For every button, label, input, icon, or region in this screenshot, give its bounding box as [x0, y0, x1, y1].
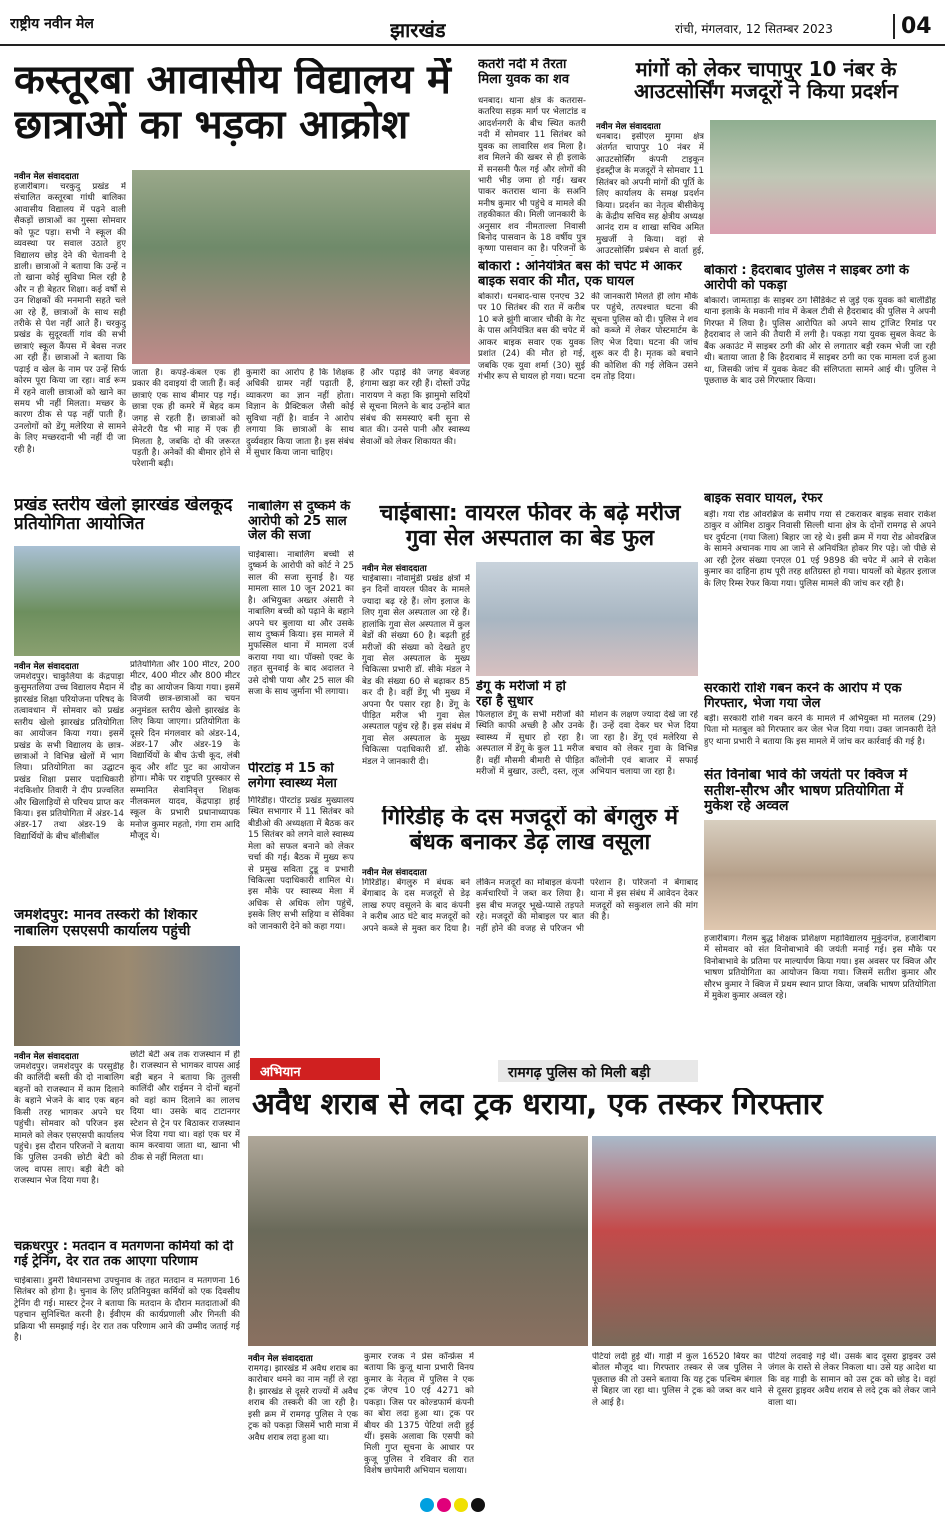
page-number: 04 [893, 14, 932, 39]
seized-truck-photo [592, 1136, 936, 1346]
masthead [0, 0, 945, 46]
a8-body: जमशेदपुर। चाकुलिया के केंद्रपाड़ा कुसुमतलिया उच्च विद्यालय मैदान में झारखंड शिक्षा परियोजना परिषद के तत्वावधान में सोमवार को प्रखंड स्तरीय खेलो झारखंड प्रतियोगिता का आयोजन किया गया। इसमें प्रखंड के सभी विद्यालय के छात्र-छात्राओं ने विभिन्न खेलों में भाग लिया। प्रतियोगिता का उद्घाटन प्रखंड शिक्षा प्रसार पदाधिकारी नंदकिशोर तिवारी ने दीप प्रज्वलित और खिलाड़ियों से परिचय प्राप्त कर किया। इस प्रतियोगिता में अंडर-14 अंडर-17 तथा अंडर-19 के विद्यार्थियों के बीच बॉलीबॉल [14, 672, 124, 842]
a12-headline: पीरटांड़ में 15 को लगेगा स्वास्थ्य मेला [248, 762, 337, 791]
a16-col4: पेटियां लदवाई गई थीं। उसके बाद दूसरा ड्राइवर उसे जंगल के रास्ते से लेकर निकला था। उसे यह आदेश था कि वह गाड़ी के सामान को उस ट्रक को छोड़ दे। वहां से दूसरा ड्राइवर अवैध शराब से लदे ट्रक को लेकर जाने वाला था। [768, 1352, 936, 1408]
a7-body: बड़ी। सरकारी राशि गबन करने के मामले में अभियुक्त मो मतलब (29) पिता मो मतबुल को गिरफ्तार कर जेल भेज दिया गया। उक्त जानकारी देते हुए थाना प्रभारी ने बताया कि इस मामले में जांच कर कार्रवाई की गई है। [704, 714, 936, 747]
family-photo [14, 946, 240, 1046]
a1-byline: नवीन मेल संवाददाता [14, 172, 79, 182]
a1-col3: कुमारी का आरोप है कि शिक्षक अधिकी ग्रामर नहीं पढ़ाती हैं, व्याकरण का ज्ञान नहीं होता। विज्ञान के प्रैक्टिकल जैसी कोई सुविधा नहीं है। वार्डन ने आरोप लगाया कि छात्राओं के साथ दुर्व्यवहार किया जाता है। इस संबंध में सुधार किया जाना चाहिए। [246, 368, 354, 458]
a6-headline: बाइक सवार घायल, रेफर [704, 492, 823, 506]
a9-body: चाईबासा। नाबालिग बच्ची से दुष्कर्म के आरोपी को कोर्ट ने 25 साल की सजा सुनाई है। यह मामला साल 10 जून 2021 का है। अभियुक्त अख्तर अंसारी ने नाबालिग बच्ची को पढ़ाने के बहाने अपने घर बुलाया था और उसके साथ दुष्कर्म किया। इस मामले में मुफस्सिल थाना में मामला दर्ज कराया गया था। पॉक्सो एक्ट के तहत सुनवाई के बाद अदालत ने उसे दोषी पाया और 25 साल की सजा के साथ जुर्माना भी लगाया। [248, 550, 354, 698]
a4-body: बोकारो। धनबाद-चास एनएच 32 पर 10 सितंबर की रात में करीब 10 बजे झुंगी बाजार चौकी के गेट के पास अनियंत्रित बस की चपेट में आकर बाइक सवार एक युवक प्रशांत (24) की मौत हो गई, जबकि एक युवा शर्मा (30) सुई गंभीर रूप से घायल हो गया। घटना की जानकारी मिलते ही लोग मौके पर पहुंचे, तत्पश्चात घटना की सूचना पुलिस को दी। पुलिस ने शव को कब्जे में लेकर पोस्टमार्टम के लिए भेज दिया। घटना की जांच शुरू कर दी है। मृतक को बचाने की कोशिश की गई लेकिन उसने दम तोड़ दिया। [478, 292, 698, 382]
color-registration-marks [420, 1498, 540, 1514]
a16-headline: अवैध शराब से लदा ट्रक धराया, एक तस्कर गिरफ्तार [252, 1088, 823, 1122]
a15-headline: चक्रधरपुर : मतदान व मतगणना कर्मियों को दी गई ट्रेनिंग, देर रात तक आएगा परिणाम [14, 1240, 234, 1269]
section-title: झारखंड [390, 18, 446, 42]
a13-headline: गिरिडीह के दस मजदूरों को बेंगलुरु में बंधक बनाकर डेढ़ लाख वसूला [382, 806, 678, 855]
a16-body: रामगढ़। झारखंड में अवैध शराब का कारोबार थमने का नाम नहीं ले रहा है। झारखंड से दूसरे राज्यों में अवैध शराब की तस्करी की जा रही है। इसी क्रम में रामगढ़ पुलिस ने एक ट्रक को पकड़ा जिसमें भारी मात्रा में अवैध शराब लदा हुआ था। [248, 1364, 358, 1443]
a10-byline: नवीन मेल संवाददाता [362, 564, 427, 574]
workers-protest-photo [710, 120, 936, 234]
a3-body: धनबाद। इसीएल मुगमा क्षेत्र अंतर्गत चापापुर 10 नंबर में आउटसोर्सिंग कंपनी टाइकून इंडस्ट्रीज के मजदूरों ने सोमवार 11 सितंबर को अपनी मांगों की पूर्ति के लिए कार्यालय के समक्ष प्रदर्शन किया। प्रदर्शन का नेतृत्व बीसीकेयू के केंद्रीय सचिव सह क्षेत्रीय अध्यक्ष आनंद राम व शाखा सचिव अमित मुखर्जी ने किया। वहां से आउटसोर्सिंग प्रबंधन से वार्ता हुई, [596, 132, 704, 256]
hospital-ward-photo [476, 562, 698, 676]
students-protest-photo [132, 170, 470, 364]
a17-body: हजारीबाग। गैलम बुद्ध शिक्षक प्रशिक्षण महाविद्यालय मुकुंदगंज, हजारीबाग में सोमवार को संत विनोबाभावे की जयंती मनाई गई। इस मौके पर विनोबाभावे के प्रतिमा पर माल्यार्पण किया गया। इस अवसर पर क्विज और भाषण प्रतियोगिता का आयोजन किया गया। जिसमें सतीश कुमार और सौरभ कुमार ने क्विज में प्रथम स्थान प्राप्त किया, जबकि भाषण प्रतियोगिता में मुकेश कुमार अव्वल रहे। [704, 934, 936, 1002]
sports-event-photo [14, 546, 240, 656]
students-award-photo [704, 820, 936, 930]
a3-headline: मांगों को लेकर चापापुर 10 नंबर के आउटसोर्सिंग मजदूरों ने किया प्रदर्शन [634, 58, 898, 104]
a9-headline: नाबालिग से दुष्कर्म के आरोपी को 25 साल जेल की सजा [248, 500, 351, 544]
a12-body: गिरिडीह। पीरटांड़ प्रखंड मुख्यालय स्थित सभागार में 11 सितंबर को बीडीओ की अध्यक्षता में बैठक कर 15 सितंबर को लगने वाले स्वास्थ्य मेला को सफल बनाने को लेकर चर्चा की गई। बैठक में मुख्य रूप से प्रमुख सविता टुडू व प्रभारी चिकित्सा पदाधिकारी शामिल थे। इस मौके पर स्वास्थ्य मेला में अधिक से अधिक लोग पहुंचें, इसके लिए सभी सहिया व सेविका को जानकारी देने को कहा गया। [248, 796, 354, 932]
police-press-photo [248, 1136, 588, 1346]
a8-headline: प्रखंड स्तरीय खेलो झारखंड खेलकूद प्रतियोगिता आयोजित [14, 496, 233, 535]
a11-body: फिलहाल डेंगू के सभी मरीजों की स्थिति काफी अच्छी है और उनके स्वास्थ्य में सुधार हो रहा है। अस्पताल में डेंगू के कुल 11 मरीज हैं। वहीं मौसमी बीमारी से पीड़ित मरीजों में बुखार, उल्टी, दस्त, लूज मोशन के लक्षण ज्यादा देखे जा रहे हैं। उन्हें दवा देकर घर भेज दिया जा रहा है। डेंगू एवं मलेरिया से बचाव को लेकर गुवा के विभिन्न कॉलोनी एवं बाजार में सफाई अभियान चलाया जा रहा है। [476, 710, 698, 778]
a10-body: चाईबासा। नोवामुंडी प्रखंड क्षेत्रों में इन दिनों वायरल फीवर के मामले ज्यादा बढ़ रहे हैं। लोग इलाज के लिए गुवा सेल अस्पताल आ रहे हैं। हालांकि गुवा सेल अस्पताल में कुल बेडों की संख्या 60 है। बढ़ती हुई मरीजों की संख्या को देखते हुए गुवा सेल अस्पताल के मुख्य चिकित्सा प्रभारी डॉ. सीके मंडल ने बेड की संख्या 60 से बढ़ाकर 85 कर दी है। वहीं डेंगू भी मुख्य में अपना पैर पसार रहा है। डेंगू के पीड़ित मरीज भी गुवा सेल अस्पताल पहुंच रहे हैं। इस संबंध में गुवा सेल अस्पताल के मुख्य चिकित्सा पदाधिकारी डॉ. सीके मंडल ने जानकारी दी। [362, 574, 470, 767]
a5-body: बोकारो। जामताड़ा के साइबर ठग सिंडिकेट से जुड़े एक युवक को बालीडीह थाना इलाके के मकानी गांव में केबल टीवी से हैदराबाद की पुलिस ने अपनी गिरफ्त में लिया है। पुलिस आरोपित को अपने साथ ट्रांजिट रिमांड पर हैदराबाद ले जाने की तैयारी में लगी है। पकड़ा गया युवक सुबल केवट के बैंक अकाउंट में साइबर ठगी की ओर से लगातार बड़ी रकम भेजी जा रही थी। बताया जाता है कि हैदराबाद में साइबर ठगी का एक मामला दर्ज हुआ था, जिसकी जांच में युवक केवट की संलिप्तता सामने आई थी। पुलिस ने पूछताछ के बाद उसे गिरफ्तार किया। [704, 296, 936, 386]
a3-byline: नवीन मेल संवाददाता [596, 122, 661, 132]
a15-body: चाईबासा। डुमरी विधानसभा उपचुनाव के तहत मतदान व मतगणना 16 सितंबर को होगा है। चुनाव के लिए प्रतिनियुक्त कर्मियों को एक दिवसीय ट्रेनिंग दी गई। मास्टर ट्रेनर ने बताया कि मतदान के दौरान मतदाताओं की पहचान सुनिश्चित करनी है। ईवीएम की कार्यप्रणाली और गिनती की प्रक्रिया भी समझाई गई। देर रात तक परिणाम आने की उम्मीद जताई गई है। [14, 1276, 240, 1344]
a11-headline: डेंगू के मरीजों में हो रहा है सुधार [476, 680, 566, 708]
a8-col2: प्रतियोगिता और 100 मीटर, 200 मीटर, 400 मीटर और 800 मीटर दौड़ का आयोजन किया गया। इसमें विजयी छात्र-छात्राओं का चयन अनुमंडल स्तरीय खेलो झारखंड के लिए किया जाएगा। प्रतियोगिता के दूसरे दिन मंगलवार को अंडर-14, अंडर-17 और अंडर-19 के विद्यार्थियों के बीच ऊंची कूद, लंबी कूद और शॉट पुट का आयोजन होगा। मौके पर राष्ट्रपति पुरस्कार से सम्मानित सेवानिवृत्त शिक्षक नीलकमल यादव, केंद्रपाड़ा हाई स्कूल के प्रभारी प्रधानाध्यापक मनोज कुमार महतो, गंगा राम आदि मौजूद थे। [130, 660, 240, 842]
campaign-subtag: रामगढ़ पुलिस को मिली बड़ी [498, 1060, 698, 1082]
a1-headline: कस्तूरबा आवासीय विद्यालय में छात्राओं का भड़का आक्रोश [14, 58, 451, 148]
a6-body: बड़ी। गया रोड ओवरब्रिज के समीप गया से टकराकर बाइक सवार राकेश ठाकुर व ओमिश ठाकुर निवासी सिल्ली थाना क्षेत्र के दोनों रामगढ़ से अपने घर दुर्घटना (गया जिला) बिहार जा रहे थे। इसी क्रम में गया रोड ओवरब्रिज के सामने अचानक गाय आ जाने से अनियंत्रित होकर गिर पड़े। जो पीछे से आ रही ट्रेलर संख्या एनएल 01 एई 9898 की चपेट में आने से राकेश कुमार का दाहिना हाथ पूरी तरह क्षतिग्रस्त हो गया। घायलों को बेहतर इलाज के लिए रिम्स रेफर किया गया। पुलिस मामले की जांच कर रही है। [704, 510, 936, 589]
a13-body: गिरिडीह। बेंगलुरु में बंधक बने बेंगाबाद के दस मजदूरों से डेढ़ लाख रुपए वसूलने के बाद कंपनी ने करीब आठ घंटे बाद मजदूरों को अपने कब्जे से मुक्त कर दिया है। लेकिन मजदूरों का मोबाइल कंपनी कर्मचारियों ने जब्त कर लिया है। इस बीच मजदूर भूखे-प्यासे तड़पते रहे। मजदूरों की मोबाइल पर बात नहीं होने की वजह से परिजन भी परेशान हैं। परिजनों ने बेंगाबाद थाना में इस संबंध में आवेदन देकर मजदूरों को सकुशल लाने की मांग की है। [362, 878, 698, 934]
a14-byline: नवीन मेल संवाददाता [14, 1052, 79, 1062]
a14-col2: छोटी बेटी अब तक राजस्थान में ही है। राजस्थान से भागकर वापस आई बड़ी बहन ने बताया कि तुलसी कालिंदी और राईमन ने दोनों बहनों को वहां काम दिलाने का लालच दिया था। उसके बाद टाटानगर स्टेशन से ट्रेन पर बिठाकर राजस्थान भेज दिया गया था। वहां एक घर में काम करवाया जाता था, खाना भी ठीक से नहीं मिलता था। [130, 1050, 240, 1163]
a1-col4: हैं और पढ़ाई की जगह बेवजह हंगामा खड़ा कर रही हैं। दोस्तों उपेंद्र नारायण ने कहा कि झामुमो सदियों से सूचना मिलने के बाद उन्होंने बात संबंध की समस्याएं बनी सुना से बात की। उनसे पानी और स्वास्थ्य सेवाओं को लेकर शिकायत की। [360, 368, 470, 447]
date-line: रांची, मंगलवार, 12 सितम्बर 2023 [675, 22, 833, 36]
a17-headline: संत विनोबा भावे की जयंती पर क्विज में सतीश-सौरभ और भाषण प्रतियोगिता में मुकेश रहे अव्वल [704, 768, 908, 815]
a1-col2: जाता है। कपड़े-कंबल एक ही प्रकार की दवाइयां दी जाती हैं। कई छात्राएं एक साथ बीमार पड़ गई। छात्रा एक ही कमरे में बेहद कम जगह से रहती हैं। छात्राओं को सेनेटरी पैड भी माह में एक ही मिलता है, जबकि दो की जरूरत पड़ती है। अनेकों की बीमार होने से परेशानी बढ़ी। [132, 368, 240, 470]
a16-byline: नवीन मेल संवाददाता [248, 1354, 313, 1364]
a4-headline: बोकारो : अनियंत्रित बस की चपेट में आकर बाइक सवार की मौत, एक घायल [478, 260, 682, 289]
a13-byline: नवीन मेल संवाददाता [362, 868, 427, 878]
campaign-tag: अभियान [250, 1058, 380, 1080]
a16-col2: कुमार रजक ने प्रेस कॉन्फ्रेंस में बताया कि कुजू थाना प्रभारी विनय कुमार के नेतृत्व में पुलिस ने एक ट्रक जेएच 10 एई 4271 को पकड़ा। जिस पर कोल्डफार्म कंपनी का बोरा लदा हुआ था। ट्रक पर बीयर की 1375 पेटियां लदी हुई थीं। इसके अलावा कि एसपी को मिली गुप्त सूचना के आधार पर कुजू पुलिस ने रविवार की रात विशेष छापेमारी अभियान चलाया। [364, 1352, 474, 1477]
a2-headline: कतरी नदी में तैरता मिला युवक का शव [478, 58, 570, 87]
a2-body: धनबाद। थाना क्षेत्र के कतरास-कतरिया सड़क मार्ग पर भेलाटांड व आदर्शनगरी के बीच स्थित कतरी नदी में सोमवार 11 सितंबर को युवक का लावारिस शव मिला है। शव मिलने की खबर से ही इलाके में सनसनी फैल गई और लोगों की भारी भीड़ जमा हो गई। खबर पाकर कतरास थाना के सअनि मनीष कुमार भी पहुंचे व मामले की तहकीकात की। मिली जानकारी के अनुसार शव नीमताल्ला निवासी बिनोद पासवान के 18 वर्षीय पुत्र कृष्णा पासवान का है। परिजनों के [478, 96, 586, 255]
newspaper-logo: राष्ट्रीय नवीन मेल [10, 16, 94, 32]
a5-headline: बोकारो : हैदराबाद पुलिस ने साइबर ठगी के आरोपी को पकड़ा [704, 264, 909, 293]
a14-headline: जमशेदपुर: मानव तस्करी की शिकार नाबालिग एसएसपी कार्यालय पहुंची [14, 908, 198, 939]
a16-col3: पेटियां लदी हुई थीं। गाड़ी में कुल 16520 बियर का बोतल मौजूद था। गिरफ्तार तस्कर से जब पुलिस ने पूछताछ की तो उसने बताया कि यह ट्रक पश्चिम बंगाल से बिहार जा रहा था। पुलिस ने ट्रक को जब्त कर थाने ले आई है। [592, 1352, 762, 1408]
a7-headline: सरकारी राशि गबन करने के आरोप में एक गिरफ्तार, भेजा गया जेल [704, 682, 902, 711]
a1-body: हजारीबाग। चरकुदु प्रखंड में संचालित कस्तूरबा गांधी बालिका आवासीय विद्यालय में पढ़ने वाली सैकड़ों छात्राओं का गुस्सा सोमवार को फूट पड़ा। सभी ने स्कूल की व्यवस्था पर सवाल उठाते हुए विद्यालय छोड़ देने की चेतावनी दे डाली। छात्राओं ने बताया कि उन्हें न तो खाना कोई सुविधा मिल रही है और न ही बेहतर शिक्षा। कई वर्षों से उन शिक्षकों की मनमानी सहते चले आ रहे हैं, छात्राओं के साथ सही तरीके से पेश नहीं आते हैं। चरकुदु प्रखंड के सुदूरवर्ती गांव की सभी छात्राएं स्कूल कैंपस में बेवस नजर आ रही हैं। छात्राओं ने बताया कि पढ़ाई व खेल के नाम पर उन्हें सिर्फ कोरम पूरा किया जा रहा। वार्ड रूम में रहने वाली छात्राओं को खाने का समय भी नहीं मिलता। मच्छर के कारण ठीक से पढ़ नहीं पाती हैं। उनलोगों को डेंगू मलेरिया से सामने के लिए मच्छरदानी भी नहीं दी जा रही है। [14, 182, 126, 455]
a14-body: जमशेदपुर। जमशेदपुर के परसुडीह की कालिंदी बस्ती की दो नाबालिग बहनों को राजस्थान में काम दिलाने के बहाने भेजने के बाद एक बहन किसी तरह भागकर अपने घर पहुंची। सोमवार को परिजन इस मामले को लेकर एसएसपी कार्यालय पहुंचे। इस दौरान परिजनों ने बताया कि पुलिस उनकी छोटी बेटी को जल्द वापस लाए। बड़ी बेटी को राजस्थान भेज दिया गया है। [14, 1062, 124, 1187]
a8-byline: नवीन मेल संवाददाता [14, 662, 79, 672]
a10-headline: चाईबासा: वायरल फीवर के बढ़े मरीज गुवा सेल अस्पताल का बेड फुल [379, 502, 681, 551]
